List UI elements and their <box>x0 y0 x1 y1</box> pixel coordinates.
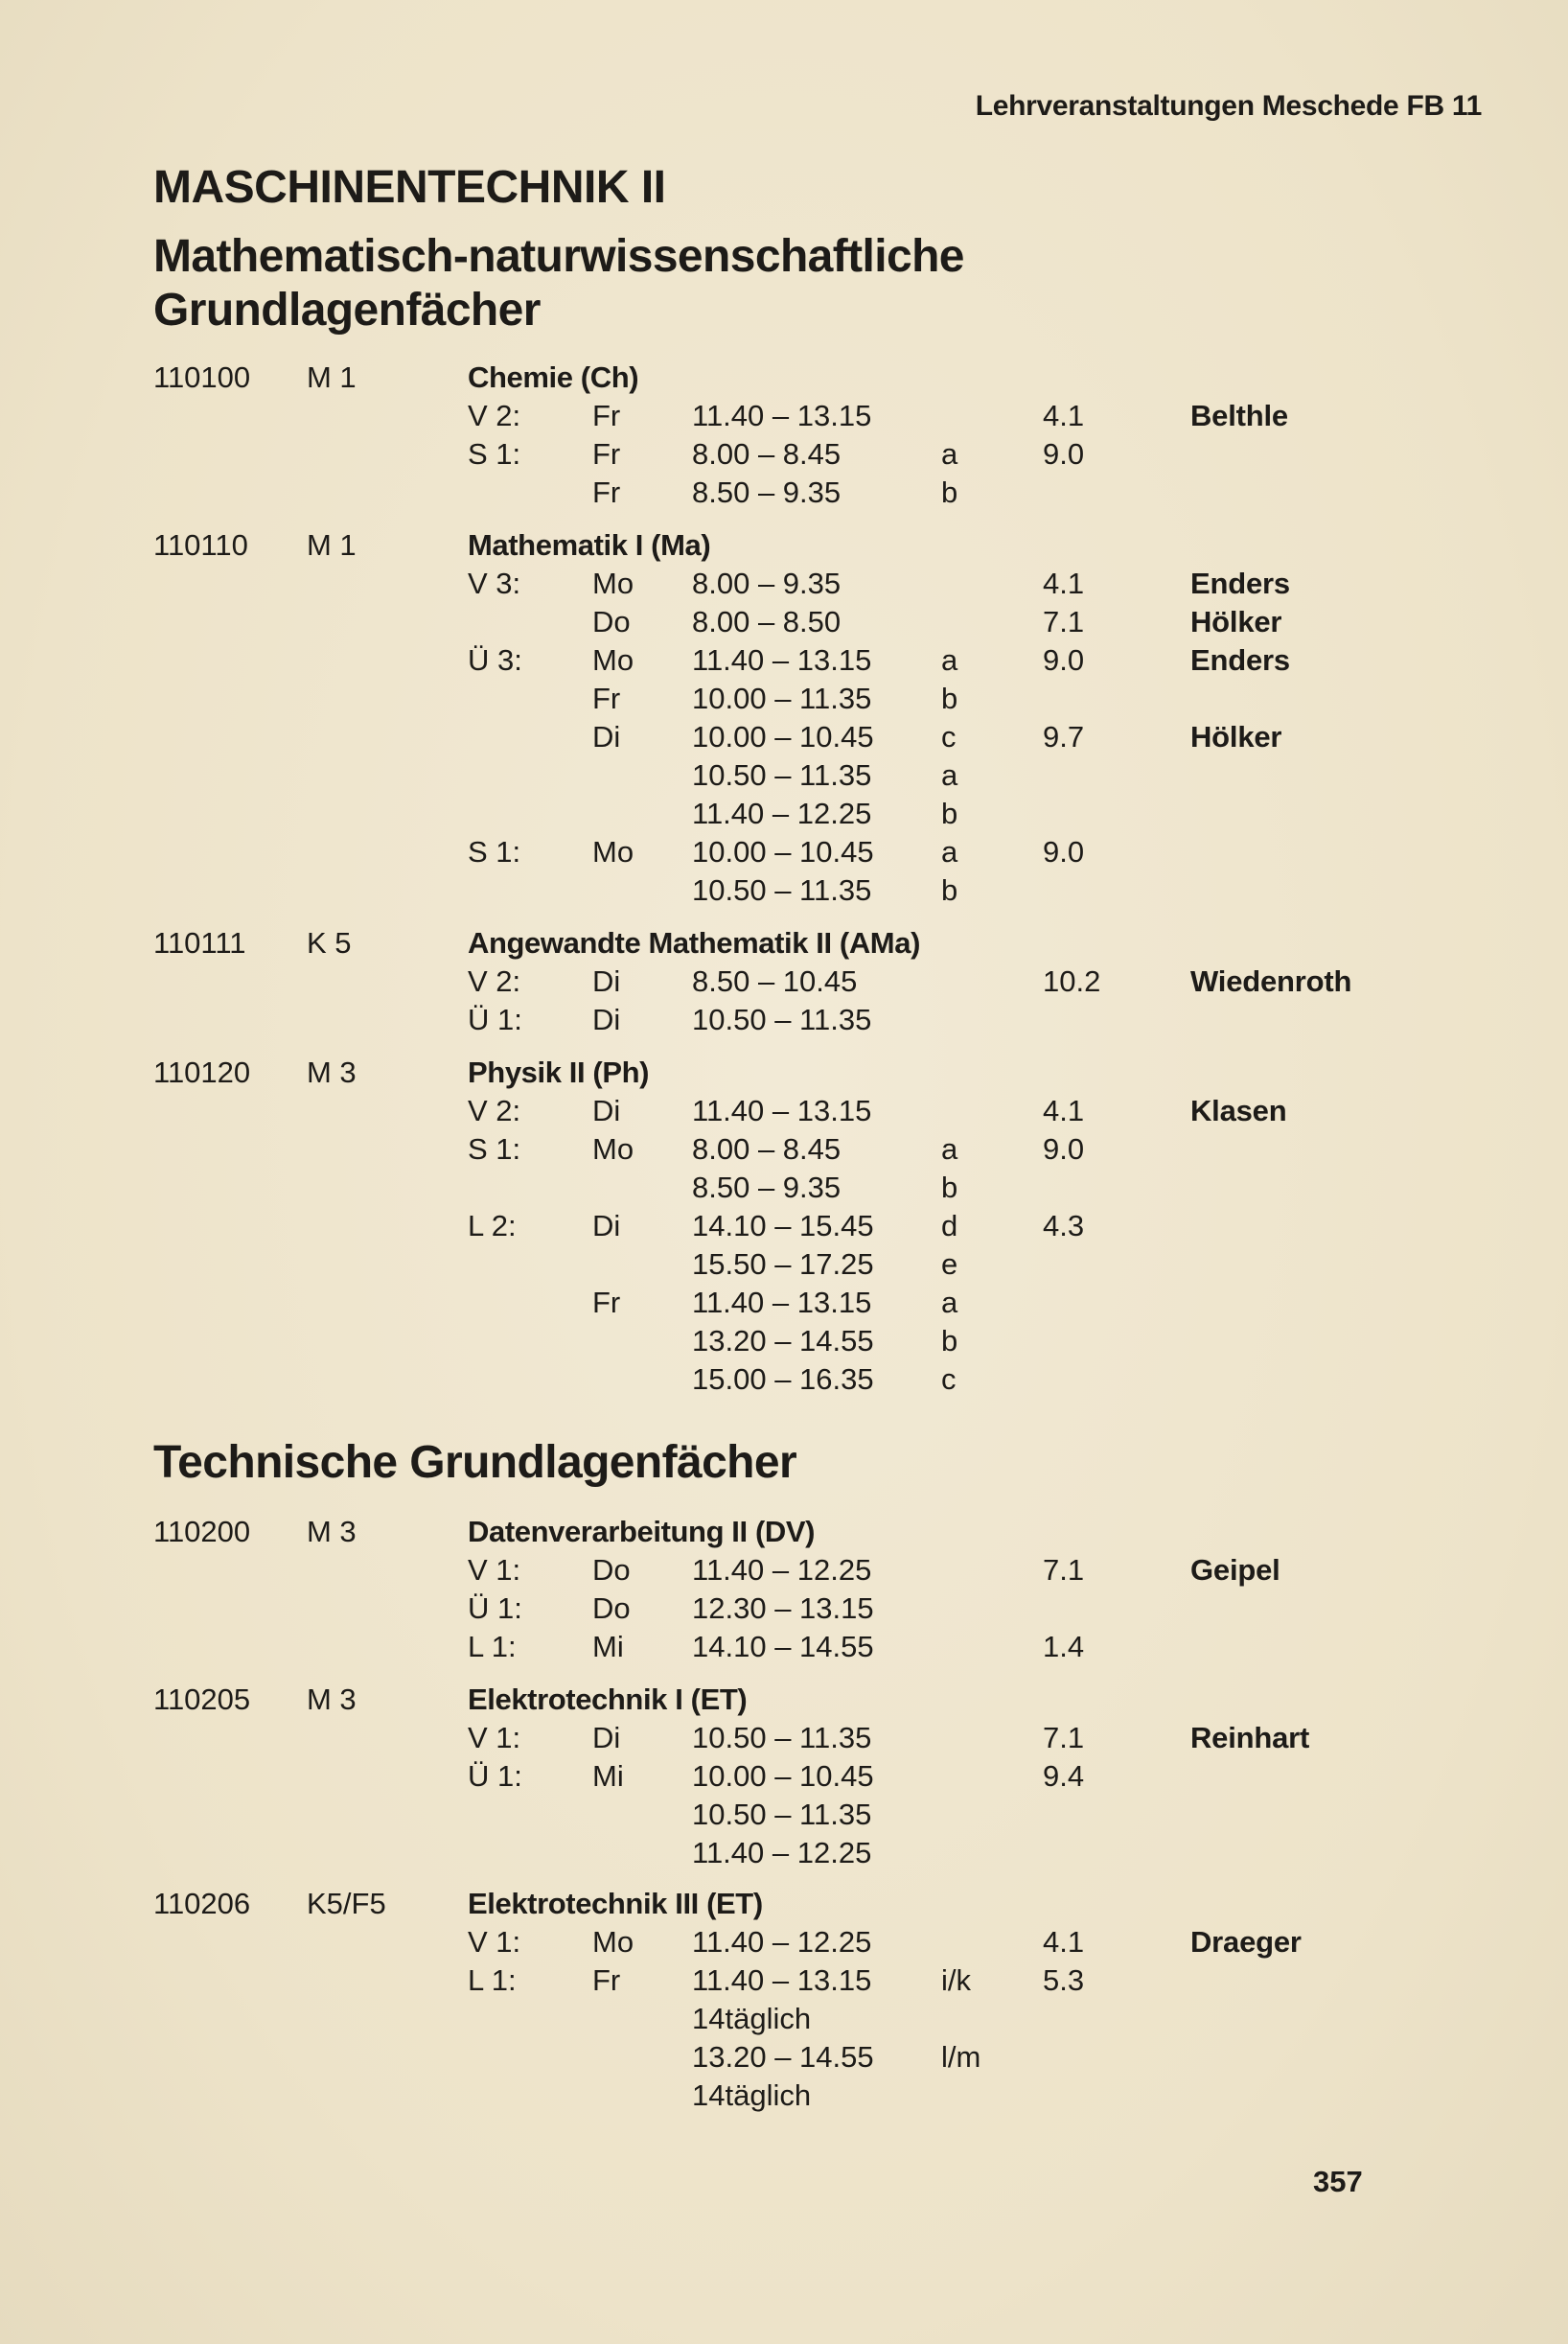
schedule-row <box>0 397 1568 435</box>
session-time: 15.50 – 17.25 <box>692 1247 874 1281</box>
session-time: 8.50 – 10.45 <box>692 964 858 998</box>
session-type: Ü 1: <box>468 1591 522 1625</box>
schedule-row <box>0 1628 1568 1666</box>
session-group: b <box>941 1324 958 1358</box>
session-type: V 2: <box>468 1094 521 1127</box>
session-time: 11.40 – 12.25 <box>692 1553 872 1587</box>
schedule-row <box>0 1322 1568 1360</box>
course-title: Physik II (Ph) <box>468 1056 650 1089</box>
session-time: 8.00 – 8.45 <box>692 1132 842 1166</box>
session-type: S 1: <box>468 835 521 869</box>
session-group: b <box>941 1171 958 1204</box>
session-room: 4.3 <box>1043 1209 1085 1242</box>
session-time: 10.00 – 10.45 <box>692 835 874 869</box>
session-time: 11.40 – 13.15 <box>692 643 872 677</box>
session-room: 9.0 <box>1043 1132 1085 1166</box>
session-day: Mo <box>592 567 634 600</box>
session-time: 11.40 – 12.25 <box>692 1836 872 1869</box>
session-time: 11.40 – 13.15 <box>692 399 872 432</box>
session-day: Di <box>592 1003 621 1036</box>
course-title: Angewandte Mathematik II (AMa) <box>468 926 920 960</box>
session-group: a <box>941 643 958 677</box>
session-time: 11.40 – 12.25 <box>692 1925 872 1959</box>
session-type: V 1: <box>468 1721 521 1754</box>
session-lecturer: Draeger <box>1190 1925 1302 1959</box>
session-room: 4.1 <box>1043 567 1085 600</box>
course-semester: M 1 <box>307 528 357 562</box>
session-day: Di <box>592 1721 621 1754</box>
session-lecturer: Reinhart <box>1190 1721 1310 1754</box>
session-room: 7.1 <box>1043 605 1085 638</box>
session-time: 11.40 – 13.15 <box>692 1286 872 1319</box>
course-header <box>0 924 1568 963</box>
session-time: 12.30 – 13.15 <box>692 1591 874 1625</box>
session-lecturer: Belthle <box>1190 399 1288 432</box>
session-time: 11.40 – 13.15 <box>692 1094 872 1127</box>
session-day: Mo <box>592 1925 634 1959</box>
schedule-row <box>0 756 1568 795</box>
session-day: Mo <box>592 835 634 869</box>
session-lecturer: Enders <box>1190 643 1290 677</box>
session-day: Di <box>592 720 621 754</box>
session-time: 14.10 – 15.45 <box>692 1209 874 1242</box>
course-semester: K 5 <box>307 926 352 960</box>
session-room: 9.0 <box>1043 437 1085 471</box>
session-time: 13.20 – 14.55 <box>692 2040 874 2074</box>
schedule-row <box>0 435 1568 474</box>
session-group: b <box>941 873 958 907</box>
session-group: a <box>941 1286 958 1319</box>
session-group: a <box>941 835 958 869</box>
schedule-row <box>0 1719 1568 1757</box>
schedule-row <box>0 1360 1568 1399</box>
session-room: 4.1 <box>1043 1925 1085 1959</box>
session-time: 8.50 – 9.35 <box>692 476 842 509</box>
course-header <box>0 359 1568 397</box>
session-group: e <box>941 1247 958 1281</box>
session-room: 5.3 <box>1043 1963 1085 1997</box>
course-header <box>0 1885 1568 1923</box>
session-time: 11.40 – 12.25 <box>692 797 872 830</box>
session-day: Fr <box>592 682 621 715</box>
schedule-row <box>0 718 1568 756</box>
session-room: 9.0 <box>1043 643 1085 677</box>
session-group: d <box>941 1209 958 1242</box>
session-time: 10.00 – 10.45 <box>692 1759 874 1793</box>
section-heading-technical <box>153 1436 796 1490</box>
session-group: b <box>941 682 958 715</box>
session-day: Fr <box>592 437 621 471</box>
session-group: c <box>941 720 957 754</box>
session-type: L 2: <box>468 1209 517 1242</box>
session-room: 4.1 <box>1043 1094 1085 1127</box>
session-type: L 1: <box>468 1963 517 1997</box>
schedule-row <box>0 565 1568 603</box>
session-group: a <box>941 1132 958 1166</box>
schedule-row <box>0 1001 1568 1039</box>
session-time: 8.00 – 9.35 <box>692 567 842 600</box>
session-group: i/k <box>941 1963 971 1997</box>
session-room: 7.1 <box>1043 1721 1085 1754</box>
schedule-row <box>0 603 1568 641</box>
session-day: Mi <box>592 1630 624 1663</box>
session-group: a <box>941 437 958 471</box>
session-time: 10.50 – 11.35 <box>692 758 872 792</box>
schedule-row <box>0 1551 1568 1590</box>
schedule-row <box>0 1834 1568 1872</box>
course-title: Datenverarbeitung II (DV) <box>468 1515 816 1548</box>
schedule-row <box>0 963 1568 1001</box>
session-time: 14täglich <box>692 2078 812 2112</box>
session-time: 10.50 – 11.35 <box>692 873 872 907</box>
session-room: 9.7 <box>1043 720 1085 754</box>
session-type: Ü 3: <box>468 643 522 677</box>
session-type: L 1: <box>468 1630 517 1663</box>
course-header <box>0 1513 1568 1551</box>
session-time: 14.10 – 14.55 <box>692 1630 874 1663</box>
session-type: S 1: <box>468 1132 521 1166</box>
session-time: 10.00 – 10.45 <box>692 720 874 754</box>
session-day: Do <box>592 605 631 638</box>
course-code: 110206 <box>153 1887 251 1920</box>
section-heading-line: Grundlagenfächer <box>153 285 541 336</box>
schedule-row <box>0 641 1568 680</box>
session-lecturer: Wiedenroth <box>1190 964 1352 998</box>
course-header <box>0 1681 1568 1719</box>
course-title: Elektrotechnik III (ET) <box>468 1887 763 1920</box>
session-room: 1.4 <box>1043 1630 1085 1663</box>
session-time: 10.50 – 11.35 <box>692 1798 872 1831</box>
session-group: l/m <box>941 2040 981 2074</box>
course-code: 110120 <box>153 1056 251 1089</box>
course-title: Chemie (Ch) <box>468 360 639 394</box>
course-code: 110200 <box>153 1515 251 1548</box>
session-type: Ü 1: <box>468 1759 522 1793</box>
schedule-row <box>0 1207 1568 1245</box>
session-type: V 1: <box>468 1925 521 1959</box>
session-type: Ü 1: <box>468 1003 522 1036</box>
schedule-row <box>0 1961 1568 2000</box>
session-group: a <box>941 758 958 792</box>
session-day: Mi <box>592 1759 624 1793</box>
course-code: 110205 <box>153 1683 251 1716</box>
session-room: 7.1 <box>1043 1553 1085 1587</box>
session-day: Do <box>592 1553 631 1587</box>
course-header <box>0 1054 1568 1092</box>
session-time: 8.00 – 8.50 <box>692 605 842 638</box>
course-semester: M 3 <box>307 1683 357 1716</box>
session-time: 14täglich <box>692 2002 812 2035</box>
session-lecturer: Klasen <box>1190 1094 1287 1127</box>
schedule-row <box>0 1284 1568 1322</box>
session-type: S 1: <box>468 437 521 471</box>
session-lecturer: Hölker <box>1190 605 1282 638</box>
schedule-row <box>0 1923 1568 1961</box>
session-type: V 3: <box>468 567 521 600</box>
course-semester: M 3 <box>307 1056 357 1089</box>
schedule-row <box>0 680 1568 718</box>
session-day: Fr <box>592 399 621 432</box>
session-time: 10.00 – 11.35 <box>692 682 872 715</box>
page-title: MASCHINENTECHNIK II <box>153 162 666 213</box>
course-code: 110111 <box>153 926 246 960</box>
session-day: Mo <box>592 1132 634 1166</box>
course-header <box>0 526 1568 565</box>
schedule-row <box>0 2077 1568 2115</box>
session-day: Fr <box>592 1963 621 1997</box>
session-time: 15.00 – 16.35 <box>692 1362 874 1396</box>
course-semester: M 1 <box>307 360 357 394</box>
course-semester: K5/F5 <box>307 1887 386 1920</box>
session-day: Mo <box>592 643 634 677</box>
session-time: 8.00 – 8.45 <box>692 437 842 471</box>
session-room: 9.4 <box>1043 1759 1085 1793</box>
session-day: Fr <box>592 1286 621 1319</box>
schedule-row <box>0 871 1568 910</box>
session-time: 13.20 – 14.55 <box>692 1324 874 1358</box>
session-group: c <box>941 1362 957 1396</box>
schedule-row <box>0 474 1568 512</box>
session-time: 8.50 – 9.35 <box>692 1171 842 1204</box>
schedule-row <box>0 1092 1568 1130</box>
session-room: 10.2 <box>1043 964 1101 998</box>
session-type: V 2: <box>468 964 521 998</box>
schedule-row <box>0 2000 1568 2038</box>
schedule-row <box>0 795 1568 833</box>
course-semester: M 3 <box>307 1515 357 1548</box>
page-number: 357 <box>1313 2165 1363 2198</box>
course-code: 110100 <box>153 360 251 394</box>
session-group: b <box>941 476 958 509</box>
session-lecturer: Enders <box>1190 567 1290 600</box>
session-day: Di <box>592 1094 621 1127</box>
session-group: b <box>941 797 958 830</box>
section-heading-line: Mathematisch-naturwissenschaftliche <box>153 231 964 282</box>
session-day: Do <box>592 1591 631 1625</box>
schedule-row <box>0 1590 1568 1628</box>
schedule-row <box>0 1169 1568 1207</box>
session-room: 9.0 <box>1043 835 1085 869</box>
course-title: Mathematik I (Ma) <box>468 528 711 562</box>
session-type: V 2: <box>468 399 521 432</box>
section-heading-science <box>153 230 964 337</box>
section-heading-line: Technische Grundlagenfächer <box>153 1437 797 1488</box>
session-day: Fr <box>592 476 621 509</box>
schedule-row <box>0 2038 1568 2077</box>
schedule-row <box>0 1796 1568 1834</box>
schedule-row <box>0 1757 1568 1796</box>
running-head: Lehrveranstaltungen Meschede FB 11 <box>975 90 1482 122</box>
schedule-row <box>0 1245 1568 1284</box>
schedule-row <box>0 833 1568 871</box>
session-time: 10.50 – 11.35 <box>692 1721 872 1754</box>
session-room: 4.1 <box>1043 399 1085 432</box>
session-time: 10.50 – 11.35 <box>692 1003 872 1036</box>
course-title: Elektrotechnik I (ET) <box>468 1683 748 1716</box>
schedule-row <box>0 1130 1568 1169</box>
session-time: 11.40 – 13.15 <box>692 1963 872 1997</box>
session-day: Di <box>592 964 621 998</box>
session-lecturer: Hölker <box>1190 720 1282 754</box>
session-lecturer: Geipel <box>1190 1553 1280 1587</box>
session-day: Di <box>592 1209 621 1242</box>
session-type: V 1: <box>468 1553 521 1587</box>
course-code: 110110 <box>153 528 248 562</box>
